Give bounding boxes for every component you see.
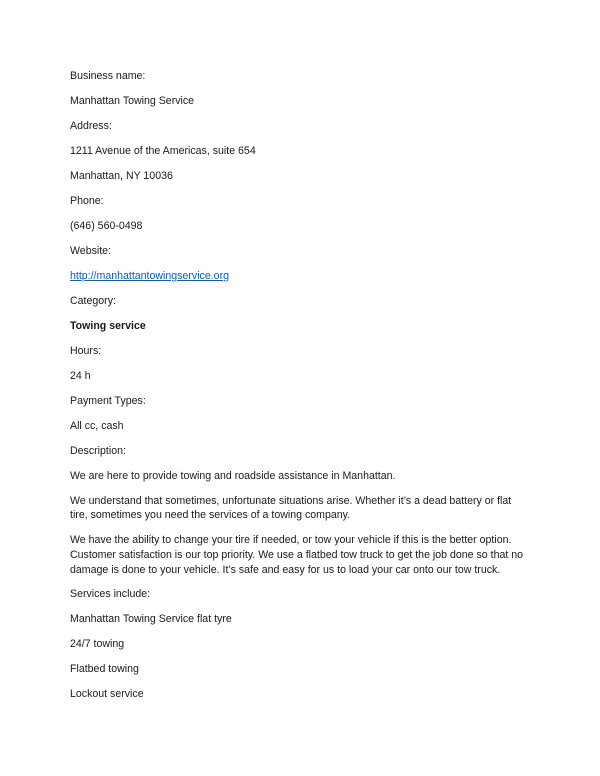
- website-label: Website:: [70, 244, 112, 257]
- address-line-1: 1211 Avenue of the Americas, suite 654: [70, 144, 256, 157]
- payment-types-value: All cc, cash: [70, 419, 124, 432]
- description-paragraph-1: We are here to provide towing and roadside assistance in Manhattan.: [70, 469, 396, 482]
- hours-label: Hours:: [70, 344, 102, 357]
- category-value: Towing service: [70, 319, 146, 332]
- website-link[interactable]: http://manhattantowingservice.org: [70, 269, 229, 282]
- payment-types-label: Payment Types:: [70, 394, 146, 407]
- description-paragraph-2: We understand that sometimes, unfortunate situations arise. Whether it’s a dead battery or flat tire, sometimes you need the services of a towing company.: [70, 494, 512, 522]
- description-paragraph-3: We have the ability to change your tire if needed, or tow your vehicle if this is the better option. Customer satisfaction is our top priority. We use a flatbed tow truck to get the job done so that no damage is done to your vehicle. It’s safe and easy for us to load your car onto our tow truck.: [70, 534, 524, 576]
- service-item: 24/7 towing: [70, 638, 125, 651]
- website-wrapper: [70, 269, 530, 284]
- address-label: Address:: [70, 119, 112, 132]
- services-label: Services include:: [70, 588, 151, 601]
- document-content: [70, 69, 530, 712]
- business-name: Manhattan Towing Service: [70, 94, 195, 107]
- description-label: Description:: [70, 444, 126, 457]
- hours-value: 24 h: [70, 369, 91, 382]
- service-item: Manhattan Towing Service flat tyre: [70, 613, 232, 626]
- service-item: Flatbed towing: [70, 663, 139, 676]
- business-name-label: Business name:: [70, 70, 146, 82]
- address-line-2: Manhattan, NY 10036: [70, 169, 173, 182]
- category-label: Category:: [70, 294, 116, 307]
- phone-number: (646) 560-0498: [70, 219, 143, 232]
- service-item: Lockout service: [70, 688, 144, 701]
- phone-label: Phone:: [70, 194, 104, 207]
